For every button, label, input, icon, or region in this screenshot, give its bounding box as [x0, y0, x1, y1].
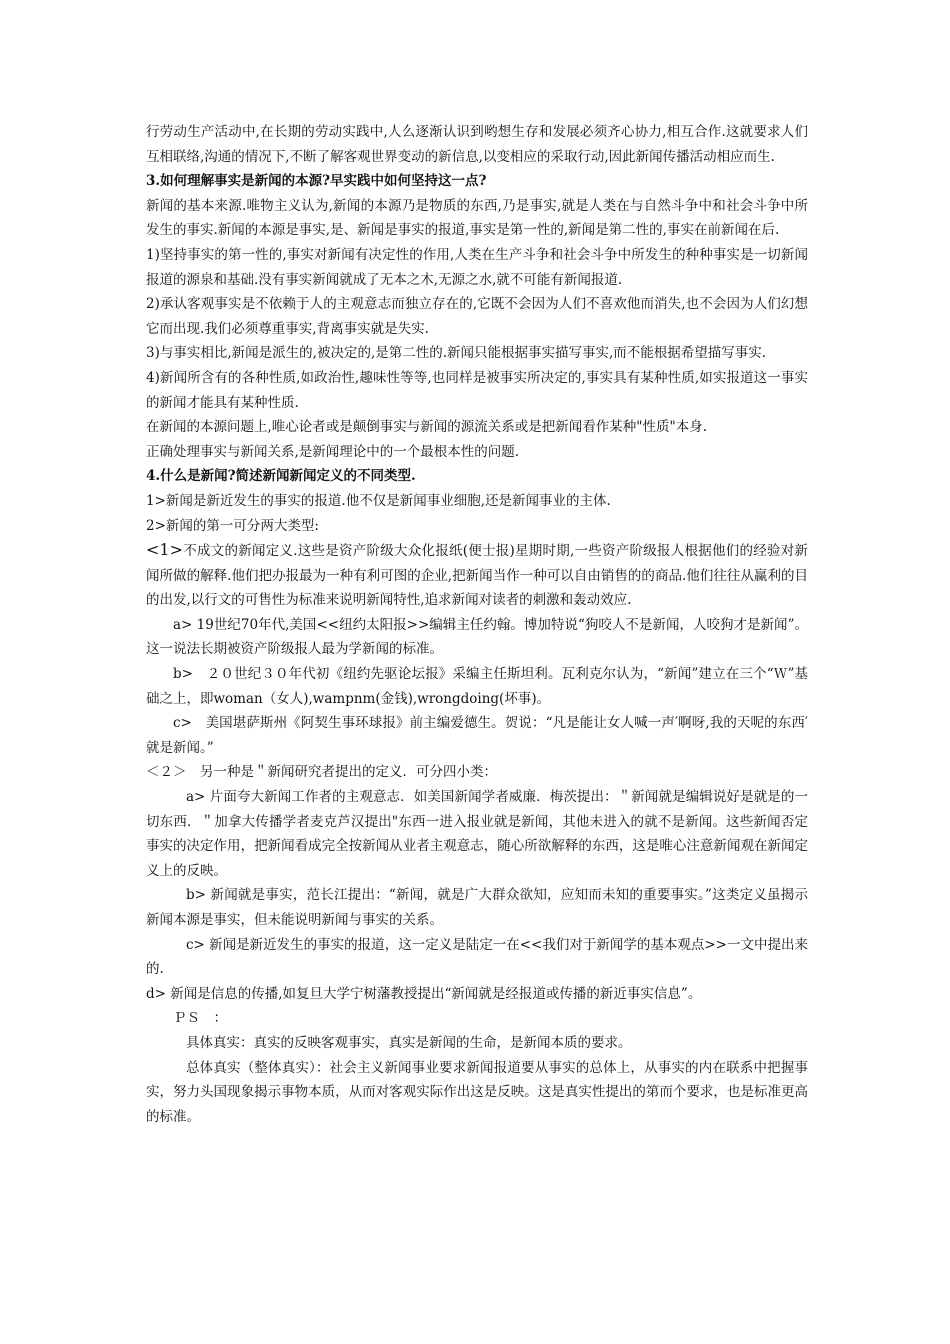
q3-paragraph-5: 在新闻的本源问题上,唯心论者或是颠倒事实与新闻的源流关系或是把新闻看作某种"性质"本身. — [146, 419, 708, 436]
q4-type-1 — [146, 538, 808, 613]
q3-paragraph-6: 正确处理事实与新闻关系,是新闻理论中的一个最根本性的问题. — [146, 443, 520, 460]
q4-type-2-item-d: d> 新闻是信息的传播,如复旦大学宁树藩教授提出“新闻就是经报道或传播的新近事实信息”。 — [146, 985, 702, 1002]
q4-type-2-item-c: c> 新闻是新近发生的事实的报道，这一定义是陆定一在<<我们对于新闻学的基本观点>>一文中提出来的. — [146, 936, 808, 978]
q3-point-1: 1)坚持事实的第一性的,事实对新闻有决定性的作用,人类在生产斗争和社会斗争中所发生的种种事实是一切新闻报道的源泉和基础.没有事实新闻就成了无本之木,无源之水,就不可能有新闻报道. — [146, 246, 808, 288]
intro-paragraph: 行劳动生产活动中,在长期的劳动实践中,人么逐渐认识到哟想生存和发展必须齐心协力,相互合作.这就要求人们互相联络,沟通的情况下,不断了解客观世界变动的新信息,以变相应的采取行动,因此新闻传播活动相应而生. — [146, 124, 808, 165]
q4-type-1-item-b: b> ２０世纪３０年代初《纽约先驱论坛报》采编主任斯坦利。瓦利克尔认为，“新闻”建立在三个“Ｗ”基础之上，即woman（女人),wampnm(金钱),wrongdoing(坏事)。 — [146, 666, 808, 707]
q4-type-1-item-a: a> 19世纪70年代,美国<<纽约太阳报>>编辑主任约翰。博加特说“狗咬人不是新闻，人咬狗才是新闻”。这一说法长期被资产阶级报人最为学新闻的标准。 — [146, 616, 808, 658]
q3-point-3: 3)与事实相比,新闻是派生的,被决定的,是第二性的.新闻只能根据事实描写事实,而不能根据希望描写事实. — [146, 345, 767, 362]
q4-type-2-item-a: a> 片面夸大新闻工作者的主观意志．如美国新闻学者威廉．梅茨提出：＂新闻就是编辑说好是就是的一切东西．＂加拿大传播学者麦克芦汉提出"东西一进入报业就是新闻，其他未进入的就不是新闻。这些新闻否定事实的决定作用，把新闻看成完全按新闻从业者主观意志，随心所欲解释的东西，这是唯心注意新闻观在新闻定义上的反映。 — [146, 789, 808, 879]
ps-overall-truth: 总体真实（整体真实）：社会主义新闻事业要求新闻报道要从事实的总体上，从事实的内在联系中把握事实，努力头国现象揭示事物本质，从而对客观实际作出这是反映。这是真实性提出的第而个要求，也是标准更高的标准。 — [146, 1059, 808, 1125]
q4-paragraph-1: 1>新闻是新近发生的事实的报道.他不仅是新闻事业细胞,还是新闻事业的主体. — [146, 492, 611, 509]
q4-type-2: ＜２＞ 另一种是＂新闻研究者提出的定义．可分四小类： — [146, 764, 497, 781]
q4-type-1-text: 不成文的新闻定义.这些是资产阶级大众化报纸(便士报)星期时期,一些资产阶级报人根据他们的经验对新闻所做的解释.他们把办报最为一种有利可图的企业,把新闻当作一种可以自由销售的的商品.他们往往从赢利的目的出发,以行文的可售性为标准来说明新闻特性,追求新闻对读者的刺激和轰动效应. — [146, 543, 808, 609]
question-3-heading: 3.如何理解事实是新闻的本源?早实践中如何坚持这一点? — [146, 173, 487, 190]
q3-paragraph-0: 新闻的基本来源.唯物主义认为,新闻的本源乃是物质的东西,乃是事实,就是人类在与自然斗争中和社会斗争中所发生的事实.新闻的本源是事实,是、新闻是事实的报道,事实是第一性的,新闻是第二性的,事实在前新闻在后. — [146, 197, 808, 239]
q4-type-1-item-c: c> 美国堪萨斯州《阿契生事环球报》前主编爱德生。贺说：“凡是能让女人喊一声′啊呀,我的天呢的东西′就是新闻。” — [146, 715, 808, 756]
q4-paragraph-2: 2>新闻的第一可分两大类型: — [146, 517, 319, 534]
q4-type-2-item-b: b> 新闻就是事实，范长江提出：“新闻，就是广大群众欲知，应知而未知的重要事实。”这类定义虽揭示新闻本源是事实，但未能说明新闻与事实的关系。 — [146, 887, 808, 928]
q3-point-2: 2)承认客观事实是不依赖于人的主观意志而独立存在的,它既不会因为人们不喜欢他而消失,也不会因为人们幻想它而出现.我们必须尊重事实,背离事实就是失实. — [146, 296, 808, 337]
q4-type-1-marker: <1> — [146, 540, 183, 560]
ps-concrete-truth: 具体真实：真实的反映客观事实，真实是新闻的生命，是新闻本质的要求。 — [186, 1034, 632, 1051]
q3-point-4: 4)新闻所含有的各种性质,如政治性,趣味性等等,也同样是被事实所决定的,事实具有某种性质,如实报道这一事实的新闻才能具有某种性质. — [146, 369, 808, 411]
document-body — [146, 120, 808, 1129]
question-4-heading: 4.什么是新闻?简述新闻新闻定义的不同类型. — [146, 468, 416, 485]
ps-label: ＰＳ ： — [173, 1010, 227, 1027]
